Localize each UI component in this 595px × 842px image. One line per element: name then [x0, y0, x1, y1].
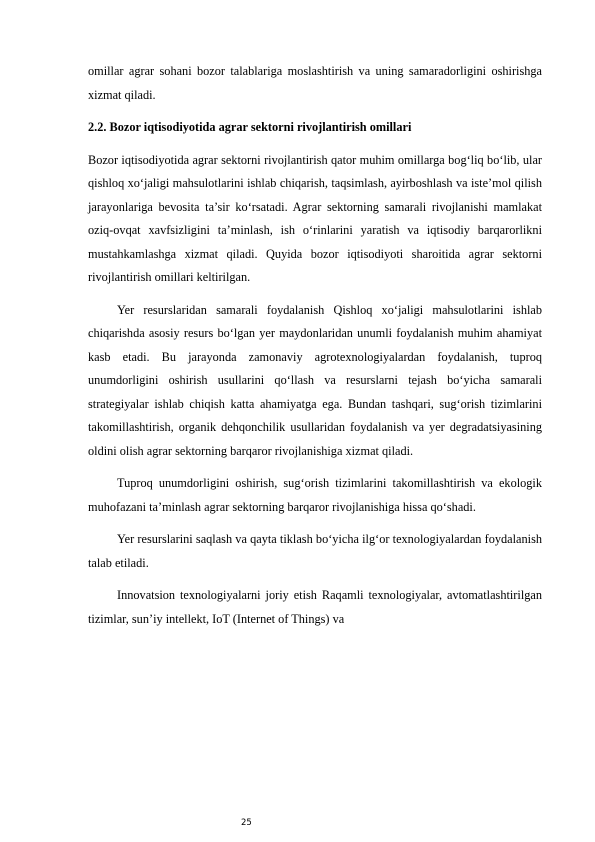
page-number: 25 [241, 818, 252, 828]
paragraph-land-resources: Yer resurslaridan samarali foydalanish Qishloq xo‘jaligi mahsulotlarini ishlab chiqarishda asosiy resurs bo‘lgan yer maydonlaridan unumli foydalanish muhim ahamiyat kasb etadi. Bu jarayonda zamonaviy agrotexnologiyalardan foydalanish, tuproq unumdorligini oshirish usullarini qo‘llash va resurslarni tejash bo‘yicha samarali strategiyalar ishlab chiqish katta ahamiyatga ega. Bundan tashqari, sug‘orish tizimlarini takomillashtirish, organik dehqonchilik usullaridan foydalanish va yer degradatsiyasining oldini olish agrar sektorning barqaror rivojlanishiga xizmat qiladi. [88, 302, 542, 458]
paragraph-land-preservation: Yer resurslarini saqlash va qayta tiklash bo‘yicha ilg‘or texnologiyalardan foydalanish talab etiladi. [88, 532, 542, 570]
document-page [88, 60, 542, 631]
paragraph-innovative-technologies: Innovatsion texnologiyalarni joriy etish Raqamli texnologiyalar, avtomatlashtirilgan tizimlar, sun’iy intellekt, IoT (Internet of Things) va [88, 588, 542, 626]
paragraph-intro-continuation: omillar agrar sohani bozor talablariga moslashtirish va uning samaradorligini oshirishga xizmat qiladi. [88, 64, 542, 102]
paragraph-factors-overview: Bozor iqtisodiyotida agrar sektorni rivojlantirish qator muhim omillarga bog‘liq bo‘lib, ular qishloq xo‘jaligi mahsulotlarini ishlab chiqarish, taqsimlash, ayirboshlash va iste’mol qilish jarayonlariga bevosita ta’sir ko‘rsatadi. Agrar sektorning samarali rivojlanishi mamlakat oziq-ovqat xavfsizligini ta’minlash, ish o‘rinlarini yaratish va iqtisodiy barqarorlikni mustahkamlashga xizmat qiladi. Quyida bozor iqtisodiyoti sharoitida agrar sektorni rivojlantirish omillari keltirilgan. [88, 152, 542, 284]
section-heading: 2.2. Bozor iqtisodiyotida agrar sektorni rivojlantirish omillari [88, 120, 412, 134]
paragraph-soil-fertility: Tuproq unumdorligini oshirish, sug‘orish tizimlarini takomillashtirish va ekologik muhofazani ta’minlash agrar sektorning barqaror rivojlanishiga hissa qo‘shadi. [88, 476, 542, 514]
